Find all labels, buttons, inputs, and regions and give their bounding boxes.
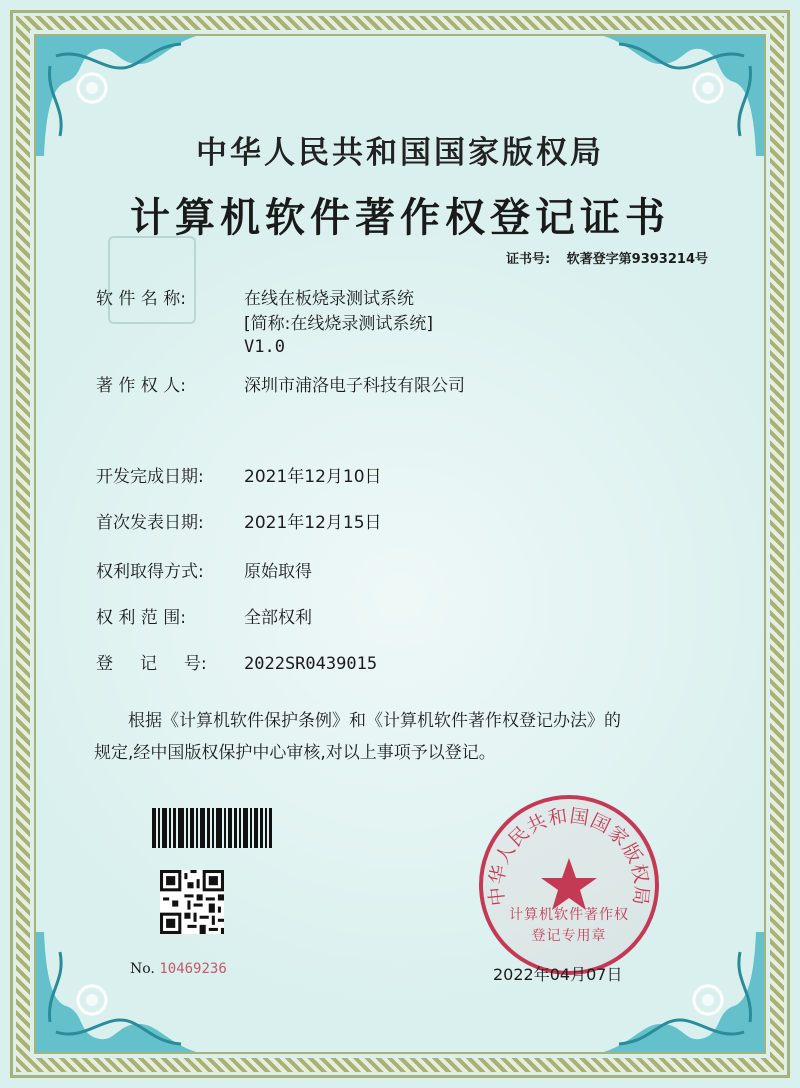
serial-prefix: No. [130,961,155,977]
seal-line-2: 登记专用章 [531,928,607,944]
dev-date-label: 开发完成日期: [96,467,204,487]
clause-line-2: 规定,经中国版权保护中心审核,对以上事项予以登记。 [94,743,496,763]
certificate-number-value: 软著登字第9393214号 [566,252,708,267]
issuer-name: 中华人民共和国国家版权局 [196,135,604,171]
scope-value: 全部权利 [244,608,312,628]
software-short-name-value: [简称:在线烧录测试系统] [244,314,433,334]
dev-date-value: 2021年12月10日 [244,467,382,487]
reg-number-value: 2022SR0439015 [244,654,378,674]
certificate-number [506,248,708,267]
official-seal [474,790,664,980]
field-publish-date [96,511,382,535]
field-dev-date [96,465,382,489]
seal-line-1: 计算机软件著作权 [509,907,629,923]
field-software-short-name [96,312,433,336]
serial-number-value: 10469236 [159,961,227,977]
serial-number [130,961,227,977]
scope-label: 权 利 范 围: [96,608,186,628]
field-software-version [96,335,285,359]
publish-date-value: 2021年12月15日 [244,513,382,533]
copyright-owner-value: 深圳市浦洛电子科技有限公司 [244,376,465,396]
software-name-value: 在线在板烧录测试系统 [244,289,414,309]
clause-line-1: 根据《计算机软件保护条例》和《计算机软件著作权登记办法》的 [128,711,621,731]
field-software-name [96,287,414,311]
copyright-owner-label: 著 作 权 人: [96,376,186,396]
acquisition-value: 原始取得 [244,562,312,582]
field-scope [96,606,312,630]
reg-number-label: 登 记 号: [96,654,207,674]
acquisition-label: 权利取得方式: [96,562,204,582]
corner-ornament-bottom-left [36,932,196,1052]
software-name-label: 软 件 名 称: [96,289,186,309]
field-copyright-owner [96,374,465,398]
field-acquisition [96,560,312,584]
publish-date-label: 首次发表日期: [96,513,204,533]
certificate-number-label: 证书号: [505,252,551,267]
certificate-title: 计算机软件著作权登记证书 [130,195,670,241]
barcode [152,808,272,848]
legal-clause [94,706,734,770]
field-reg-number [96,652,377,676]
software-version-value: V1.0 [244,337,285,357]
seal-arc-text: 中华人民共和国国家版权局 [485,804,653,907]
issue-date: 2022年04月07日 [493,965,623,984]
qr-code [160,870,224,934]
